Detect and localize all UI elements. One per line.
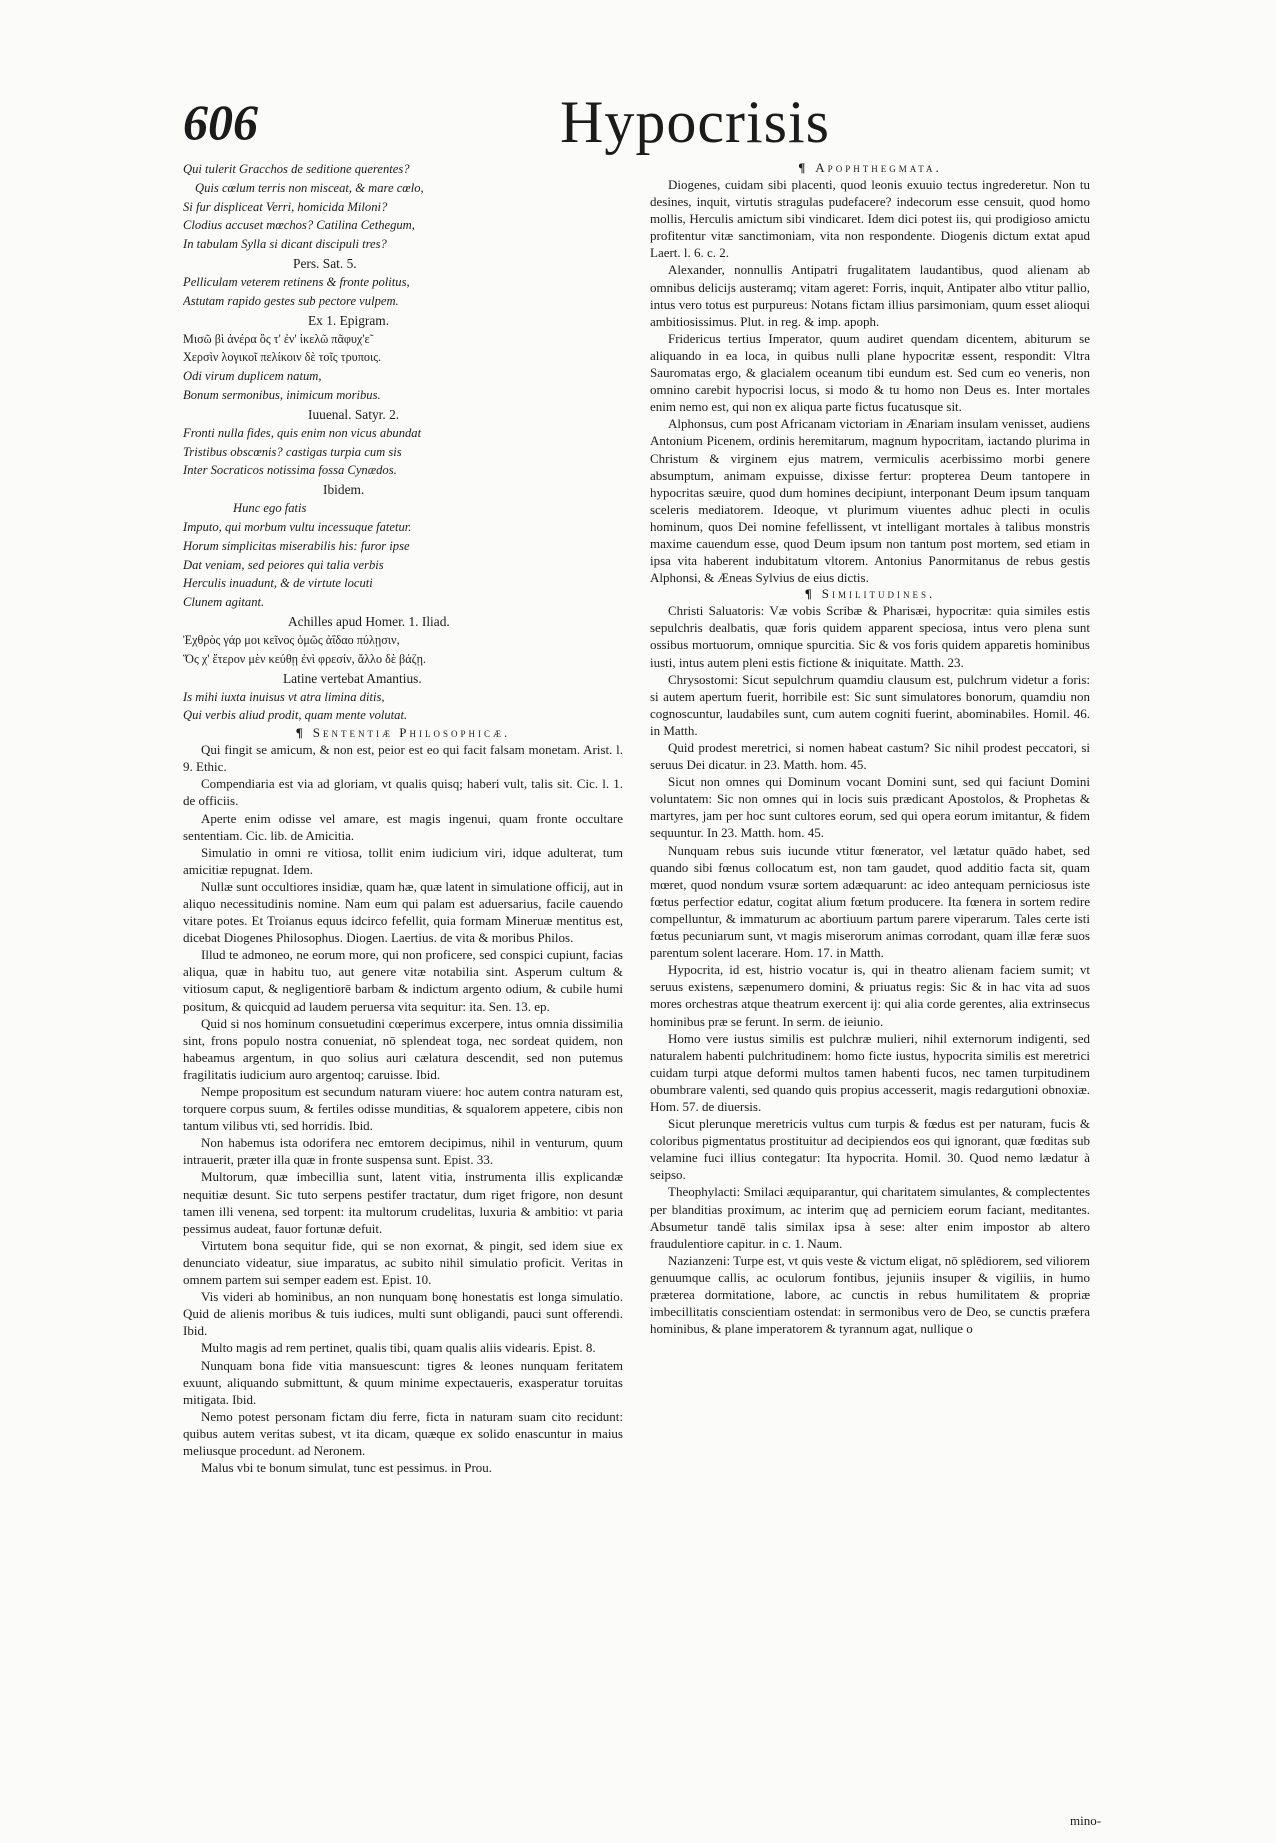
- catchword: mino-: [1070, 1813, 1102, 1828]
- paragraph: Sicut non omnes qui Dominum vocant Domini sunt, sed qui faciunt Domini voluntatem: Sic non omnes qui in locis suis prædicant Apostolos, & Prophetas & martyres, jam per hoc sunt cultores eorum, sed qui opera eorum imitantur, & fidem sequuntur. In 23. Matth. hom. 45.: [650, 774, 1090, 841]
- section-heading: ¶ Similitudines.: [804, 586, 936, 602]
- verse-line: Tristibus obscœnis? castigas turpia cum sis: [183, 444, 402, 459]
- paragraph: Alphonsus, cum post Africanam victoriam in Ænariam insulam venisset, audiens Antonium Picenem, ordinis heremitarum, magnum hypocritam, iactando plurima in Christum & virginem ejus matrem, vermiculis acerbissimo morbi genere absumptum, animam expuisse, dixisse fertur: propterea Deum tantopere in hypocritas sæuire, quod dum homines decipiunt, interponant Deum ipsum tanquam sceleris mediatorem. Ideoque, vt plurimum viuentes adhuc plecti in oculis hominum, quos Dei nomine fefellissent, vt intelligant mortales à talibus monstris maxime cauendum esse, quod Deum ipsum non tantum post mortem, sed etiam in ipsa vita haberent indubitatum vltorem. Antonius Panormitanus de rebus gestis Alphonsi, & Æneas Sylvius de eius dictis.: [650, 416, 1090, 586]
- verse-line: In tabulam Sylla si dicant discipuli tres?: [183, 237, 387, 252]
- paragraph: Nemo potest personam fictam diu ferre, ficta in naturam suam cito recidunt: quibus autem veritas subest, vt ita dicam, quæque ex solido enascuntur in maius meliusque procedunt. ad Neronem.: [183, 1408, 623, 1458]
- verse-line: Astutam rapido gestes sub pectore vulpem.: [183, 293, 399, 308]
- greek-line: Μισῶ βὶ ἀνέρα ὃς τ' ἐν' ἰκελῶ πᾶφυχ'ε̃: [183, 331, 370, 346]
- greek-line: Ὅς χ' ἕτερον μὲν κεύθῃ ἐνὶ φρεσίν, ἄλλο δὲ βάζῃ.: [183, 651, 427, 666]
- paragraph: Aperte enim odisse vel amare, est magis ingenui, quam fronte occultare sententiam. Cic. lib. de Amicitia.: [183, 810, 623, 843]
- verse-line: Hunc ego fatis: [233, 501, 307, 516]
- paragraph: Homo vere iustus similis est pulchræ mulieri, nihil externorum indigenti, sed naturalem habenti pulchritudinem: homo ficte iustus, hypocrita similis est meretrici cuidam turpi atque deformi multos tamen habenti fucos, nec tamen turpitudinem obumbrare valenti, sed quando quis propius accesserit, magis redargutioni obnoxiæ. Hom. 57. de diuersis.: [650, 1030, 1090, 1114]
- paragraph: Vis videri ab hominibus, an non nunquam bonę honestatis est longa simulatio. Quid de alienis moribus & tuis iudices, multi sunt obligandi, pauci sunt offerendi. Ibid.: [183, 1289, 623, 1339]
- verse-line: Si fur displiceat Verri, homicida Miloni?: [183, 199, 388, 214]
- verse-line: Qui verbis aliud prodit, quam mente volutat.: [183, 708, 408, 723]
- verses-a: [183, 160, 623, 254]
- source-line: Ex 1. Epigram.: [308, 312, 390, 328]
- verse-line: Pelliculam veterem retinens & fronte politus,: [183, 274, 410, 289]
- paragraph: Sicut plerunque meretricis vultus cum turpis & fœdus est per naturam, fucis & coloribus pigmentatus prostituitur ad decipiendos eos qui ignorant, quæ fœditas sub velamine fuci illius contegatur: Ita hypocrita. Homil. 30. Quod nemo lædatur à seipso.: [650, 1116, 1090, 1183]
- section-heading: ¶ Apophthegmata.: [798, 160, 942, 175]
- paragraph: Theophylacti: Smilaci æquiparantur, qui charitatem simulantes, & complectentes per blanditias proximum, ac interim quę ad perniciem eorum faciant, meditantes. Absumetur tandē talis similax ipsa à sese: alter enim impostor ab altero fraudulentiore capitur. in c. 1. Naum.: [650, 1184, 1090, 1251]
- source-line: Latine vertebat Amantius.: [283, 670, 422, 686]
- greek-line: Χερσὶν λογικοῖ πελίκοιν δὲ τοῖς τρυποις.: [183, 350, 382, 365]
- paragraph: Diogenes, cuidam sibi placenti, quod leonis exuuio tectus ingrederetur. Non tu desines, inquit, virtutis stragulas pudefacere? indecorum esse censuit, quod homo mollis, Herculis amictum sibi vindicaret. Idem dici potest iis, qui prodigioso amictu profitentur vitæ sanctimoniam, vita non respondente. Diogenis dictum extat apud Laert. l. 6. c. 2.: [650, 177, 1090, 261]
- paragraph: Fridericus tertius Imperator, quum audiret quendam dicentem, abiturum se aliquando in ea loca, in quibus nulli plane hypocritæ essent, respondit: Vltra Sauromatas ergo, & glacialem oceanum tibi eundum est. Sed cum eo veneris, non omnino carebit hypocrisi locus, si modo & tu homo non Deus es. Inter mortales enim nemo est, qui non ex aliqua parte fictus fucatusque sit.: [650, 330, 1090, 415]
- verse-line: Imputo, qui morbum vultu incessuque fatetur.: [183, 519, 412, 534]
- paragraph: Illud te admoneo, ne eorum more, qui non proficere, sed conspici cupiunt, facias aliqua, quæ in habitu tuo, aut genere vitæ notabilia sint. Asperum cultum & vitiosum caput, & negligentiorē barbam & indictum argento odium, & cubile humi positum, & quicquid ad laudem peruersa vita sequitur: ita. Sen. 13. ep.: [183, 947, 623, 1014]
- paragraph: Nunquam bona fide vitia mansuescunt: tigres & leones nunquam feritatem exuunt, aliquando submittunt, & quum minime expectaueris, exasperatur toruitas mitigata. Ibid.: [183, 1357, 623, 1407]
- paragraph: Hypocrita, id est, histrio vocatur is, qui in theatro alienam faciem sumit; vt seruus existens, sæpenumero domini, & priuatus regis: Sic & in hac vita ad suos mores orchestras atque theatrum exercent ij: qui alia corde gerentes, alia extrinsecus hominibus præ se ferunt. In serm. de ieiunio.: [650, 962, 1090, 1029]
- verse-line: Inter Socraticos notissima fossa Cynædos.: [183, 463, 397, 478]
- greek-line: Ἐχθρὸς γάρ μοι κεῖνος ὁμῶς ἀΐδαο πύλῃσιν,: [183, 632, 400, 647]
- paragraph: Qui fingit se amicum, & non est, peior est eo qui facit falsam monetam. Arist. l. 9. Ethic.: [183, 742, 623, 775]
- paragraph: Simulatio in omni re vitiosa, tollit enim iudicium viri, idque adulterat, tum amicitiæ repugnat. Idem.: [183, 844, 623, 877]
- verse-line: Bonum sermonibus, inimicum moribus.: [183, 387, 381, 402]
- paragraph: Nunquam rebus suis iucunde vtitur fœnerator, vel lætatur quādo habet, sed quando sibi fœnus collocatum est, non tam gaudet, quod additio facta sit, quam mœret, quod nondum vsuræ sortem adæquarunt: ac ideo antequam perniciosus iste fœtus perfectior edatur, cogitat alium fœtum producere. Ita fœnera in sortem redire compelluntur, & immaturum ac abortiuum partum parere viperarum. Tales certe isti fœtus pecuniarum sunt, vt magis miserorum animas corrodant, quam illæ feræ suos parentum solent lacerare. Hom. 17. in Matth.: [650, 842, 1090, 961]
- verse-line: Clunem agitant.: [183, 595, 265, 610]
- verse-line: Odi virum duplicem natum,: [183, 369, 322, 384]
- source-line: Pers. Sat. 5.: [293, 255, 357, 271]
- page-title: Hypocrisis: [560, 89, 830, 155]
- paragraph: Multorum, quæ imbecillia sunt, latent vitia, instrumenta illis explicandæ nequitiæ desunt. Sic tuto serpens pestifer tractatur, dum riget frigore, non desunt tamen illi venena, sed torpent: ita multorum crudelitas, luxuria & ambitio: vt paria pessimus audeat, fauor fortunæ defuit.: [183, 1169, 623, 1236]
- verse-line: Herculis inuadunt, & de virtute locuti: [183, 576, 373, 591]
- verse-line: Horum simplicitas miserabilis his: furor ipse: [183, 538, 410, 553]
- verse-line: Clodius accuset mœchos? Catilina Cethegum,: [183, 218, 415, 233]
- paragraph: Multo magis ad rem pertinet, qualis tibi, quam qualis aliis videaris. Epist. 8.: [201, 1340, 596, 1356]
- paragraph: Quid prodest meretrici, si nomen habeat castum? Sic nihil prodest peccatori, si seruus Dei dicatur. in 23. Matth. hom. 45.: [650, 740, 1090, 773]
- source-line: Achilles apud Homer. 1. Iliad.: [288, 613, 450, 629]
- section-heading: ¶ Sententiæ Philosophicæ.: [295, 725, 511, 741]
- paragraph: Nullæ sunt occultiores insidiæ, quam hæ, quæ latent in simulatione officij, aut in aliquo necessitudinis nomine. Nam eum qui palam est aduersarius, facile cauendo vitare potes. Et Troianus equus idcirco fefellit, quia formam Mineruæ mentitus est, dicebat Diogenes Philosophus. Diogen. Laertius. de vita & moribus Philos.: [183, 878, 623, 946]
- right-column: [650, 160, 1090, 1825]
- verse-line: Is mihi iuxta inuisus vt atra limina ditis,: [183, 689, 385, 704]
- paragraph: Nazianzeni: Turpe est, vt quis veste & victum eligat, nō splēdiorem, sed viliorem genuumque callis, ac oculorum fontibus, jejuniis insuper & vigiliis, in humo præterea dormitatione, labore, ac cunctis in rebus humilitatem & propriæ imbecillitatis conscientiam ostendat: in sermonibus vero de Deo, se cunctis præfera hominibus, & plane imperatorem & tyrannum agat, nullique o: [650, 1252, 1090, 1337]
- paragraph: Malus vbi te bonum simulat, tunc est pessimus. in Prou.: [201, 1460, 493, 1476]
- source-line: Iuuenal. Satyr. 2.: [308, 406, 400, 422]
- verse-line: Fronti nulla fides, quis enim non vicus abundat: [183, 425, 422, 440]
- verse-line: Dat veniam, sed peiores qui talia verbis: [183, 557, 384, 572]
- paragraph: Chrysostomi: Sicut sepulchrum quamdiu clausum est, pulchrum videtur a foris: si autem apertum fuerit, horribile est: Sic sunt simulatores bonorum, quamdiu non cognoscuntur, laudabiles sunt, cum autem cogniti fuerint, abominabiles. Homil. 46. in Matth.: [650, 671, 1090, 738]
- paragraph: Quid si nos hominum consuetudini cœperimus excerpere, intus omnia dissimilia sint, frons populo nostra conueniat, nō splendeat toga, nec sordeat quidem, non habeamus argentum, in quo solius auri cælatura descendit, sed non putemus fragilitatis iudicium auro argentoq; caruisse. Ibid.: [183, 1015, 623, 1082]
- paragraph: Virtutem bona sequitur fide, qui se non exornat, & pingit, sed idem siue ex denunciato videatur, siue imparatus, ac subito nihil simulatio proficit. Veritas in omnem partem sui semper eadem est. Epist. 10.: [183, 1237, 623, 1288]
- verse-line: Qui tulerit Gracchos de seditione querentes?: [183, 162, 410, 176]
- paragraph: Christi Saluatoris: Væ vobis Scribæ & Pharisæi, hypocritæ: quia similes estis sepulchris dealbatis, quæ foris quidem apparent speciosa, intus vero plena sunt ossibus mortuorum, omnique spurcitia. Sic & vos foris quidem apparetis hominibus iusti, intus autem pleni estis fictione & iniquitate. Matth. 23.: [650, 603, 1090, 670]
- verse-line: Quis cœlum terris non misceat, & mare cœlo,: [195, 180, 424, 195]
- page-number: 606: [183, 94, 258, 150]
- source-line: Ibidem.: [323, 482, 365, 498]
- paragraph: Alexander, nonnullis Antipatri frugalitatem laudantibus, quod alienam ab omnibus delicijs austeramq; vitam ageret: Forris, inquit, Antipater albo vtitur pallio, intus vero totus est purpureus: Notans fictam illius parsimoniam, quum esset alioqui ambitiosissimus. Plut. in reg. & imp. apoph.: [650, 262, 1090, 329]
- paragraph: Nempe propositum est secundum naturam viuere: hoc autem contra naturam est, torquere corpus suum, & fertiles odisse munditias, & squalorem appetere, cibis non tantum vilibus vti, sed horridis. Ibid.: [183, 1084, 623, 1134]
- paragraph: Non habemus ista odorifera nec emtorem decipimus, nihil in venturum, quum intrauerit, præter illa quæ in fronte suspensa sunt. Epist. 33.: [183, 1135, 623, 1168]
- paragraph: Compendiaria est via ad gloriam, vt qualis quisq; haberi vult, talis sit. Cic. l. 1. de officiis.: [183, 776, 623, 809]
- left-column: [183, 160, 623, 1825]
